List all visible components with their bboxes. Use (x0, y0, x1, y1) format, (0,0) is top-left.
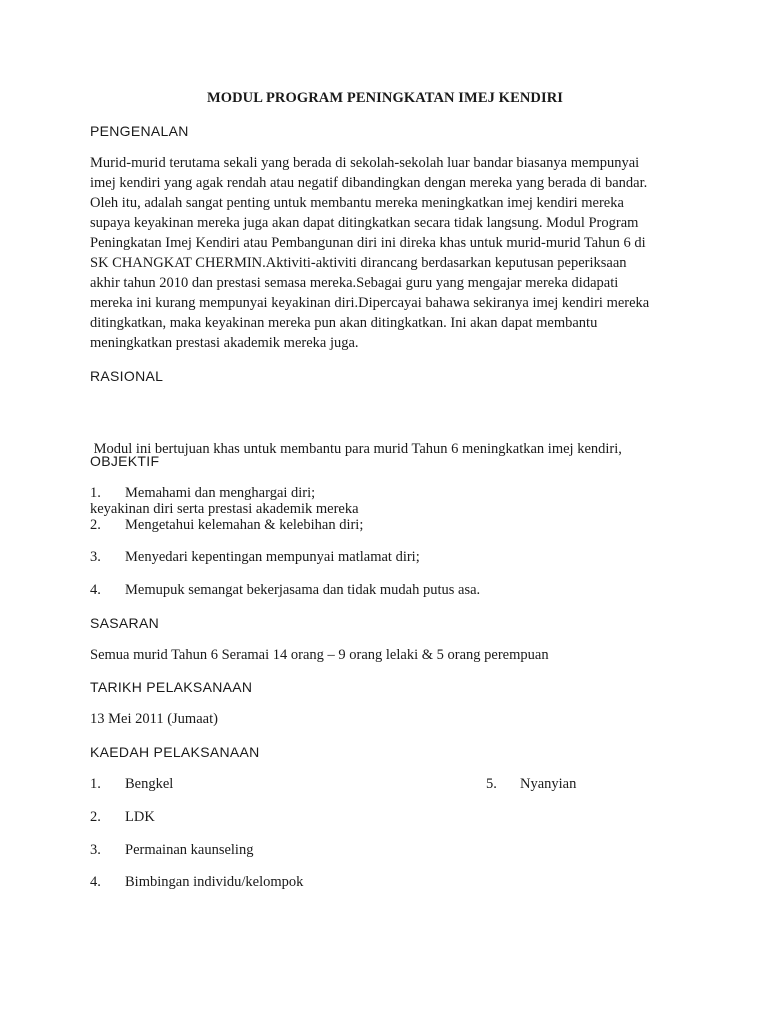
list-number: 2. (90, 517, 101, 533)
list-text: Bengkel (125, 776, 174, 792)
paragraph-line: mereka ini kurang mempunyai keyakinan diri.Dipercayai bahawa sekiranya imej kendiri mereka (90, 295, 650, 311)
heading-pengenalan: PENGENALAN (90, 123, 189, 139)
paragraph-line: keyakinan diri serta prestasi akademik mereka (90, 501, 359, 517)
paragraph-line: ditingkatkan, maka keyakinan mereka pun akan ditingkatkan. Ini akan dapat membantu (90, 315, 598, 331)
list-text: Menyedari kepentingan mempunyai matlamat diri; (125, 549, 420, 565)
heading-tarikh-pelaksanaan: TARIKH PELAKSANAAN (90, 679, 253, 695)
paragraph-line: Oleh itu, adalah sangat penting untuk membantu mereka meningkatkan imej kendiri mereka (90, 195, 624, 211)
list-text: Bimbingan individu/kelompok (125, 874, 304, 890)
paragraph-line: akhir tahun 2010 dan prestasi semasa mereka.Sebagai guru yang mengajar mereka didapati (90, 275, 619, 291)
paragraph-rasional (90, 399, 680, 559)
heading-kaedah-pelaksanaan: KAEDAH PELAKSANAAN (90, 744, 260, 760)
paragraph-line: Modul ini bertujuan khas untuk membantu para murid Tahun 6 meningkatkan imej kendiri, (90, 441, 622, 457)
list-text: Memahami dan menghargai diri; (125, 485, 316, 501)
paragraph-line: imej kendiri yang agak rendah atau negatif dibandingkan dengan mereka yang berada di bandar. (90, 175, 648, 191)
list-text: Nyanyian (520, 776, 577, 792)
paragraph-pengenalan (90, 153, 680, 353)
paragraph-line: SK CHANGKAT CHERMIN.Aktiviti-aktiviti dirancang berdasarkan keputusan peperiksaan (90, 255, 627, 271)
paragraph-line: supaya keyakinan mereka juga akan dapat ditingkatkan secara tidak langsung. Modul Program (90, 215, 639, 231)
paragraph-line: Peningkatan Imej Kendiri atau Pembangunan diri ini direka khas untuk murid-murid Tahun 6 di (90, 235, 646, 251)
paragraph-line: Murid-murid terutama sekali yang berada di sekolah-sekolah luar bandar biasanya mempunyai (90, 155, 640, 171)
heading-sasaran: SASARAN (90, 615, 160, 631)
sasaran-value: Semua murid Tahun 6 Seramai 14 orang – 9 orang lelaki & 5 orang perempuan (90, 647, 549, 663)
sasaran-text (90, 647, 549, 664)
list-text: Mengetahui kelemahan & kelebihan diri; (125, 517, 364, 533)
tarikh-value: 13 Mei 2011 (Jumaat) (90, 711, 218, 727)
list-number: 4. (90, 582, 101, 598)
list-number: 5. (486, 776, 497, 792)
list-number: 2. (90, 809, 101, 825)
heading-rasional: RASIONAL (90, 368, 164, 384)
list-text: Memupuk semangat bekerjasama dan tidak mudah putus asa. (125, 582, 481, 598)
heading-objektif: OBJEKTIF (90, 453, 160, 469)
list-number: 1. (90, 776, 101, 792)
document-page (90, 0, 680, 1024)
list-text: LDK (125, 809, 155, 825)
list-text: Permainan kaunseling (125, 842, 254, 858)
document-title: MODUL PROGRAM PENINGKATAN IMEJ KENDIRI (206, 90, 564, 106)
list-number: 1. (90, 485, 101, 501)
list-number: 3. (90, 549, 101, 565)
list-number: 4. (90, 874, 101, 890)
paragraph-line: meningkatkan prestasi akademik mereka juga. (90, 335, 359, 351)
list-number: 3. (90, 842, 101, 858)
tarikh-text (90, 711, 218, 728)
